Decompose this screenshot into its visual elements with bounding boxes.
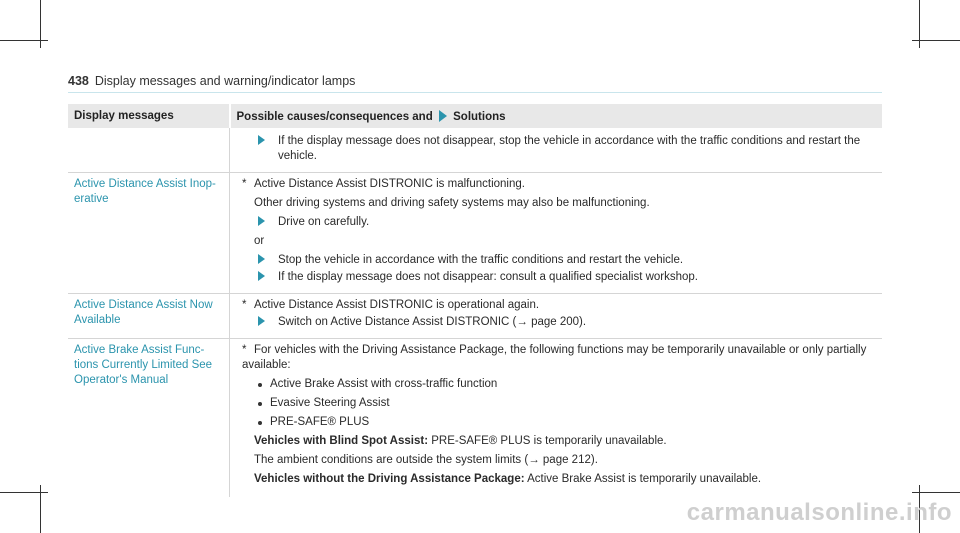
crop-mark (912, 40, 960, 41)
arrow-icon (258, 254, 265, 264)
header-rule (68, 92, 882, 93)
list-item: Active Brake Assist with cross-traffic function (242, 377, 876, 392)
message-cell: Active Brake Assist Func-tions Currently Limited See Operator's Manual (68, 339, 230, 498)
table-header-row (68, 104, 882, 128)
table-row (68, 128, 882, 173)
solution-cell: * For vehicles with the Driving Assistance Package, the following functions may be temporarily unavailable or only partially available: Active Brake Assist with cross-traffic function Evasive Steering Assist PRE-SAFE® PLUS Vehicles with Blind Spot Assist: PRE-SAFE® PLUS is temporarily unavailable. The ambient conditions are outside the system limits (→ page 212). Vehicles without the Driving Assistance Package: Active Brake Assist is temporarily unavailable. (230, 339, 883, 498)
col-header-messages: Display messages (68, 104, 230, 128)
solution-step: If the display message does not disappear, stop the vehicle in accordance with the traffic conditions and restart the vehicle. (242, 134, 876, 164)
table-row (68, 294, 882, 339)
solution-cell (230, 128, 883, 173)
asterisk: * (242, 299, 247, 311)
crop-mark (0, 492, 48, 493)
table-row (68, 173, 882, 294)
watermark: carmanualsonline.info (686, 499, 952, 526)
crop-mark (912, 492, 960, 493)
asterisk: * (242, 178, 247, 190)
page-header (68, 74, 355, 88)
message-cell: Active Distance Assist Now Available (68, 294, 230, 339)
message-cell (68, 128, 230, 173)
arrow-icon (258, 271, 265, 281)
crop-mark (0, 40, 48, 41)
arrow-icon (258, 135, 265, 145)
col-header-solutions-label: Solutions (453, 110, 506, 123)
col-header-solutions (230, 104, 883, 128)
solution-step: Stop the vehicle in accordance with the traffic conditions and restart the vehicle. (242, 253, 876, 268)
table-row (68, 339, 882, 498)
solution-step: If the display message does not disappear: consult a qualified specialist workshop. (242, 270, 876, 285)
page-number: 438 (68, 74, 89, 88)
solution-step: Drive on carefully. (242, 215, 876, 230)
display-messages-table (68, 104, 882, 497)
solution-step: Switch on Active Distance Assist DISTRONIC (→ page 200). (242, 315, 876, 330)
message-cell: Active Distance Assist Inop-erative (68, 173, 230, 294)
solution-cell: * Active Distance Assist DISTRONIC is operational again. Switch on Active Distance Assist DISTRONIC (→ page 200). (230, 294, 883, 339)
arrow-icon (439, 110, 447, 122)
bullet-icon (258, 383, 262, 387)
asterisk: * (242, 344, 247, 356)
arrow-icon (258, 216, 265, 226)
list-item: PRE-SAFE® PLUS (242, 415, 876, 430)
solution-cell: * Active Distance Assist DISTRONIC is malfunctioning. Other driving systems and driving safety systems may also be malfunctioning. Drive on carefully. or Stop the vehicle in accordance with the traffic conditions and restart the vehicle. If the display message does not disappear: consult a qualified specialist workshop. (230, 173, 883, 294)
bullet-icon (258, 402, 262, 406)
list-item: Evasive Steering Assist (242, 396, 876, 411)
page-title: Display messages and warning/indicator lamps (94, 74, 356, 88)
bullet-icon (258, 421, 262, 425)
col-header-causes: Possible causes/consequences and (236, 110, 433, 123)
arrow-icon (258, 316, 265, 326)
